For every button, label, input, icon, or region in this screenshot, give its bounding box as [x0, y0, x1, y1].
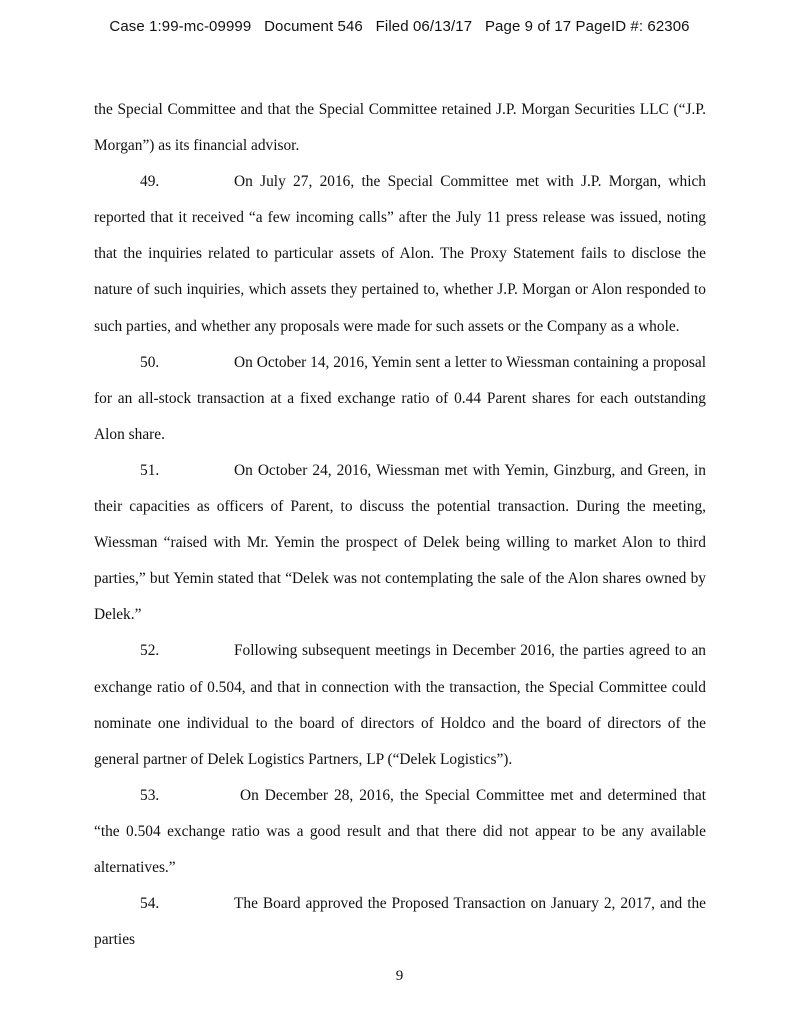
case-header [0, 18, 799, 35]
paragraph-54 [94, 886, 706, 958]
paragraph-49 [94, 164, 706, 344]
paragraph-text: On October 24, 2016, Wiessman met with Yemin, Ginzburg, and Green, in their capacities as officers of Parent, to discuss the potential transaction. During the meeting, Wiessman “raised with Mr. Yemin the prospect of Delek being willing to market Alon to third parties,” but Yemin stated that “Delek was not contemplating the sale of the Alon shares owned by Delek.” [94, 461, 706, 624]
paragraph-number: 49. [140, 173, 160, 191]
page-number: 9 [395, 968, 404, 984]
case-number: Case 1:99-mc-09999 [109, 18, 252, 35]
paragraph-text: On October 14, 2016, Yemin sent a letter to Wiessman containing a proposal for an all-stock transaction at a fixed exchange ratio of 0.44 Parent shares for each outstanding Alon share. [94, 353, 706, 443]
paragraph-text: On July 27, 2016, the Special Committee met with J.P. Morgan, which reported that it received “a few incoming calls” after the July 11 press release was issued, noting that the inquiries related to particular assets of Alon. The Proxy Statement fails to disclose the nature of such inquiries, which assets they pertained to, whether J.P. Morgan or Alon responded to such parties, and whether any proposals were made for such assets or the Company as a whole. [94, 173, 706, 335]
paragraph-51 [94, 453, 706, 633]
paragraph-number: 53. [140, 786, 160, 804]
paragraph-number: 51. [140, 461, 160, 479]
paragraph-text: On December 28, 2016, the Special Committee met and determined that “the 0.504 exchange ratio was a good result and that there did not appear to be any available alternatives.” [94, 786, 706, 876]
document-number: Document 546 [264, 18, 363, 35]
paragraph-number: 54. [140, 895, 160, 913]
paragraph-number: 50. [140, 353, 160, 371]
paragraph-50 [94, 345, 706, 453]
continuation-paragraph: the Special Committee and that the Special Committee retained J.P. Morgan Securities LLC (“J.P. Morgan”) as its financial advisor. [94, 101, 706, 155]
page-id: PageID #: 62306 [575, 18, 690, 35]
paragraph-53 [94, 778, 706, 886]
document-body [94, 92, 706, 958]
page-of: Page 9 of 17 [484, 18, 572, 35]
paragraph-text: The Board approved the Proposed Transaction on January 2, 2017, and the parties [94, 895, 706, 949]
paragraph-52 [94, 633, 706, 777]
paragraph-number: 52. [140, 642, 160, 660]
paragraph-text: Following subsequent meetings in December 2016, the parties agreed to an exchange ratio of 0.504, and that in connection with the transaction, the Special Committee could nominate one individual to the board of directors of Holdco and the board of directors of the general partner of Delek Logistics Partners, LP (“Delek Logistics”). [94, 642, 706, 768]
filed-date: Filed 06/13/17 [375, 18, 473, 35]
